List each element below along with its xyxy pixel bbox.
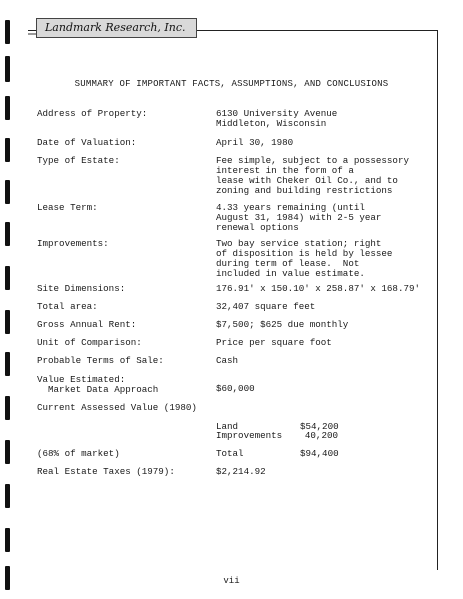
assessment-land-label: Land	[216, 421, 239, 432]
gross-rent-value: $7,500; $625 due monthly	[216, 319, 349, 330]
assessment-improvements-value: 40,200	[304, 430, 338, 441]
unit-comparison-label: Unit of Comparison:	[37, 337, 142, 348]
value-estimated-value: $60,000	[216, 383, 255, 394]
assessment-improvements-label: Improvements	[216, 430, 283, 441]
gross-rent-label: Gross Annual Rent:	[37, 319, 137, 330]
address-label: Address of Property:	[37, 108, 148, 119]
valuation-date-value: April 30, 1980	[216, 137, 294, 148]
binder-mark	[5, 352, 10, 376]
terms-of-sale-label: Probable Terms of Sale:	[37, 355, 164, 366]
terms-of-sale-value: Cash	[216, 355, 239, 366]
binder-mark	[5, 20, 10, 44]
binder-mark	[5, 310, 10, 334]
binder-mark	[5, 222, 10, 246]
binder-mark	[5, 180, 10, 204]
assessment-land-value: $54,200	[300, 421, 339, 432]
assessment-total-value: $94,400	[300, 448, 339, 459]
improvements-label: Improvements:	[37, 238, 109, 249]
page-frame-right	[437, 30, 438, 570]
site-dimensions-value: 176.91' x 150.10' x 258.87' x 168.79'	[216, 283, 420, 294]
value-estimated-label: Value Estimated: Market Data Approach	[37, 374, 159, 395]
lease-term-value: 4.33 years remaining (until August 31, 1984) with 2-5 year renewal options	[216, 202, 382, 233]
binder-mark	[5, 528, 10, 552]
improvements-value: Two bay service station; right of disposition is held by lessee during term of lease. Not included in value estimate.	[216, 238, 393, 279]
binder-mark	[5, 396, 10, 420]
binder-mark	[5, 484, 10, 508]
unit-comparison-value: Price per square foot	[216, 337, 332, 348]
real-estate-taxes-value: $2,214.92	[216, 466, 266, 477]
estate-type-value: Fee simple, subject to a possessory interest in the form of a lease with Cheker Oil Co., and to zoning and building restrictions	[216, 155, 409, 196]
company-logo: Landmark Research, Inc.	[36, 18, 197, 38]
binder-mark	[5, 440, 10, 464]
market-percentage-note: (68% of market)	[37, 448, 120, 459]
binder-mark	[5, 266, 10, 290]
lease-term-label: Lease Term:	[37, 202, 98, 213]
assessment-total-label: Total	[216, 448, 244, 459]
page-title: SUMMARY OF IMPORTANT FACTS, ASSUMPTIONS, AND CONCLUSIONS	[74, 79, 389, 89]
valuation-date-label: Date of Valuation:	[37, 137, 137, 148]
page-number: vii	[223, 576, 240, 586]
estate-type-label: Type of Estate:	[37, 155, 120, 166]
address-value: 6130 University Avenue Middleton, Wisconsin	[216, 108, 338, 129]
site-dimensions-label: Site Dimensions:	[37, 283, 126, 294]
total-area-label: Total area:	[37, 301, 98, 312]
binder-mark	[5, 138, 10, 162]
assessed-value-label: Current Assessed Value (1980)	[37, 402, 197, 413]
real-estate-taxes-label: Real Estate Taxes (1979):	[37, 466, 175, 477]
total-area-value: 32,407 square feet	[216, 301, 316, 312]
binder-mark	[5, 96, 10, 120]
